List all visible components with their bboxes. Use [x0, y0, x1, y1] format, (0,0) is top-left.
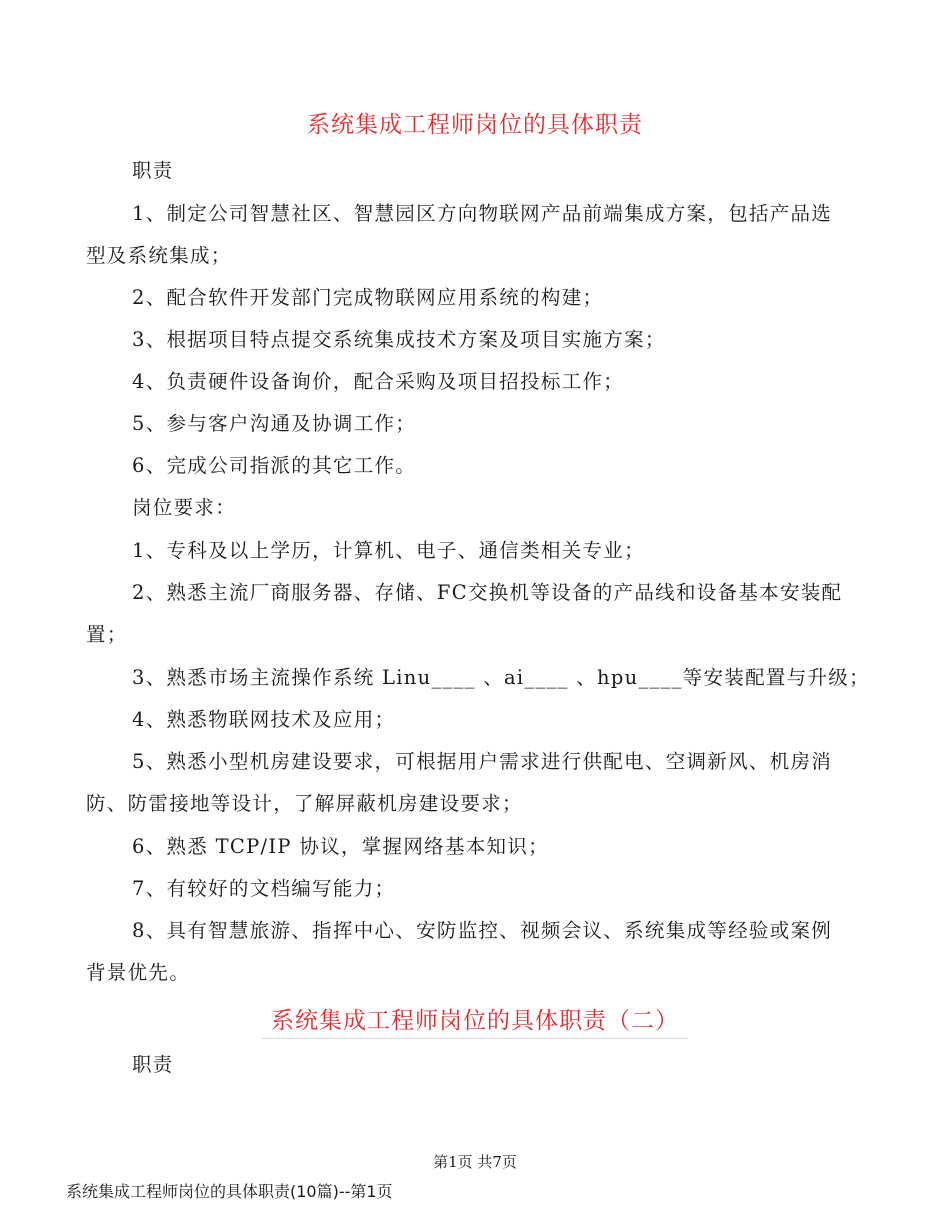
- requirement-item-2-continued: 置；: [86, 623, 128, 646]
- requirement-item-1: 1、专科及以上学历，计算机、电子、通信类相关专业；: [132, 539, 645, 562]
- requirement-item-5: 5、熟悉小型机房建设要求，可根据用户需求进行供配电、空调新风、机房消: [132, 750, 833, 773]
- section-2-title-box: [262, 998, 688, 1039]
- duty-item-2: 2、配合软件开发部门完成物联网应用系统的构建；: [132, 286, 604, 309]
- requirement-item-7: 7、有较好的文档编写能力；: [132, 877, 396, 900]
- duty-item-1: 1、制定公司智慧社区、智慧园区方向物联网产品前端集成方案，包括产品选: [132, 202, 833, 225]
- section-heading-duties: 职责: [132, 159, 174, 182]
- document-title: 系统集成工程师岗位的具体职责: [307, 112, 643, 138]
- duty-item-4: 4、负责硬件设备询价，配合采购及项目招投标工作；: [132, 370, 625, 393]
- section-2-title: 系统集成工程师岗位的具体职责（二）: [271, 1008, 679, 1034]
- duty-item-5: 5、参与客户沟通及协调工作；: [132, 412, 417, 435]
- duty-item-3: 3、根据项目特点提交系统集成技术方案及项目实施方案；: [132, 328, 666, 351]
- footer-document-name: 系统集成工程师岗位的具体职责(10篇)--第1页: [66, 1182, 393, 1201]
- section-heading-requirements: 岗位要求：: [132, 496, 237, 519]
- requirement-item-3: 3、熟悉市场主流操作系统 Linu____ 、ai____ 、hpu____等安装配置与升级；: [132, 666, 870, 689]
- duty-item-6: 6、完成公司指派的其它工作。: [132, 454, 417, 477]
- section-2-heading-duties: 职责: [132, 1053, 174, 1076]
- requirement-item-4: 4、熟悉物联网技术及应用；: [132, 708, 396, 731]
- requirement-item-8: 8、具有智慧旅游、指挥中心、安防监控、视频会议、系统集成等经验或案例: [132, 919, 833, 942]
- requirement-item-8-continued: 背景优先。: [86, 961, 191, 984]
- requirement-item-2: 2、熟悉主流厂商服务器、存储、FC交换机等设备的产品线和设备基本安装配: [132, 581, 843, 604]
- duty-item-1-continued: 型及系统集成；: [86, 244, 232, 267]
- requirement-item-6: 6、熟悉 TCP/IP 协议，掌握网络基本知识；: [132, 835, 549, 858]
- requirement-item-5-continued: 防、防雷接地等设计，了解屏蔽机房建设要求；: [86, 792, 523, 815]
- page-number: 第1页 共7页: [433, 1153, 517, 1171]
